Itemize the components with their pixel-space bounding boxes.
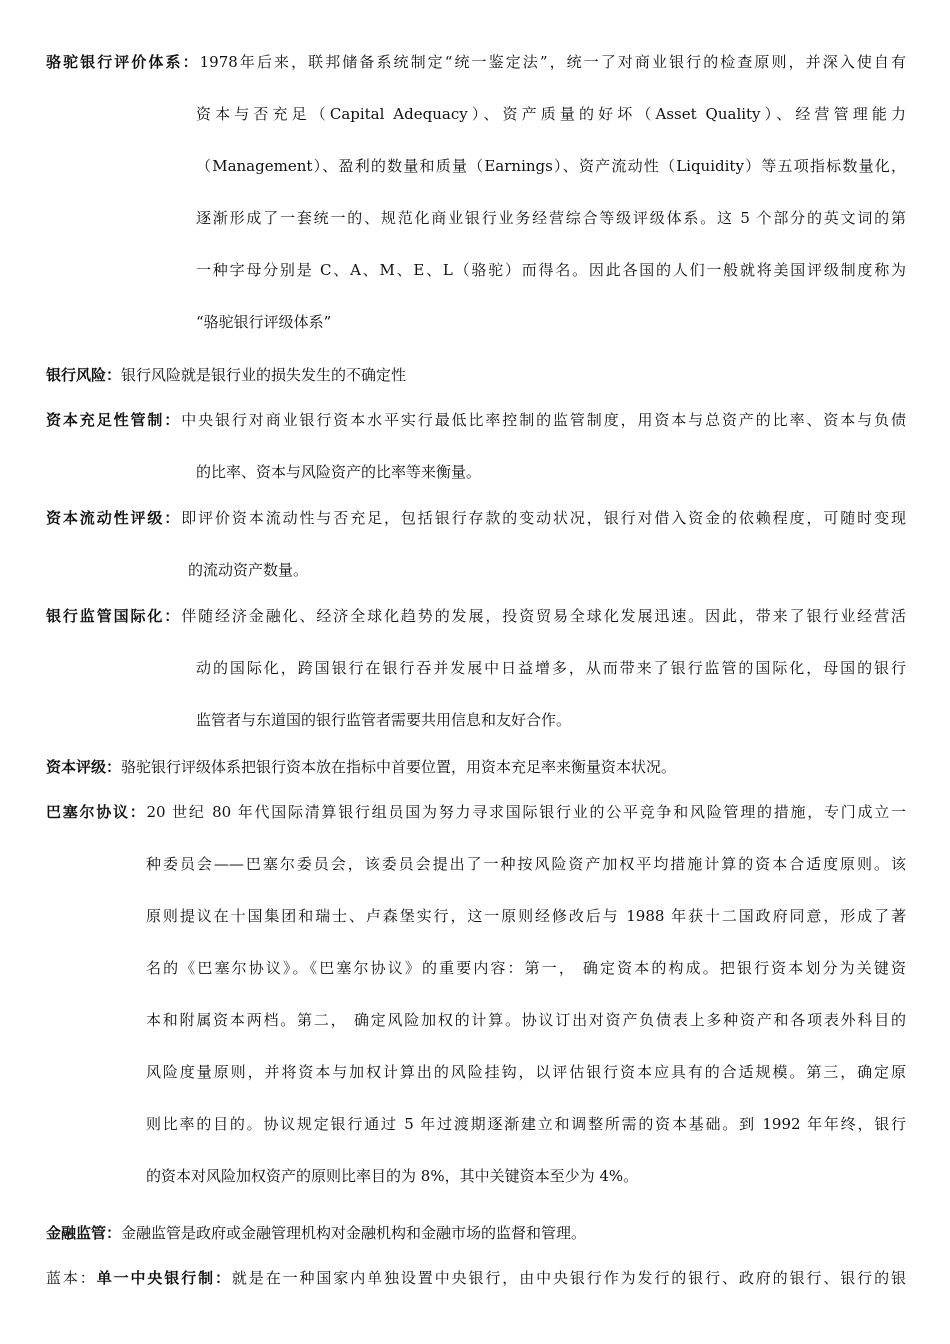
definition-text: 即评价资本流动性与否充足，包括银行存款的变动状况，银行对借入资金的依赖程度，可随时变现	[181, 509, 906, 527]
text-line: 则比率的目的。协议规定银行通过 5 年过渡期逐渐建立和调整所需的资本基础。到 1992 年年终，银行	[146, 1115, 906, 1133]
term-label: 资本流动性评级：	[46, 509, 182, 527]
term-label: 银行监管国际化：	[46, 607, 182, 625]
text-line: 原则提议在十国集团和瑞士、卢森堡实行，这一原则经修改后与 1988 年获十二国政府同意，形成了著	[146, 907, 906, 925]
text-line: 种委员会——巴塞尔委员会，该委员会提出了一种按风险资产加权平均措施计算的资本合适度原则。该	[146, 855, 906, 873]
definition-camel-rating-system	[46, 36, 906, 348]
text-line: 本和附属资本两档。第二， 确定风险加权的计算。协议订出对资产负债表上多种资产和各项表外科目的	[146, 1011, 906, 1029]
text-line: 资本与否充足（Capital Adequacy）、资产质量的好坏（Asset Quality）、经营管理能力	[196, 105, 906, 123]
text-line: 名的《巴塞尔协议》。《巴塞尔协议》的重要内容：第一， 确定资本的构成。把银行资本划分为关键资	[146, 959, 906, 977]
text-line: （Management）、盈利的数量和质量（Earnings）、资产流动性（Liquidity）等五项指标数量化，	[196, 157, 906, 175]
text-line: 的流动资产数量。	[188, 561, 309, 579]
term-label: 资本充足性管制：	[46, 411, 182, 429]
definition-text: 1978年后来，联邦储备系统制定“统一鉴定法”，统一了对商业银行的检查原则，并深入使自有	[199, 53, 906, 71]
text-line: 的比率、资本与风险资产的比率等来衡量。	[196, 463, 482, 481]
definition-text: 20 世纪 80 年代国际清算银行组员国为努力寻求国际银行业的公平竞争和风险管理的措施，专门成立一	[146, 803, 906, 821]
definition-supervision-internationalization	[46, 590, 906, 746]
definition-text: 骆驼银行评级体系把银行资本放在指标中首要位置，用资本充足率来衡量资本状况。	[121, 758, 677, 776]
text-line: 的资本对风险加权资产的原则比率目的为 8%，其中关键资本至少为 4%。	[146, 1167, 639, 1185]
term-label: 骆驼银行评价体系：	[46, 53, 200, 71]
term-label: 巴塞尔协议：	[46, 803, 147, 821]
definition-text: 伴随经济金融化、经济全球化趋势的发展，投资贸易全球化发展迅速。因此，带来了银行业经营活	[181, 607, 906, 625]
text-line: 一种字母分别是 C、A、M、E、L（骆驼）而得名。因此各国的人们一般就将美国评级制度称为	[196, 261, 906, 279]
definition-capital-liquidity-rating	[46, 492, 906, 596]
term-label: 银行风险：	[46, 366, 122, 384]
text-line	[46, 590, 906, 642]
text-line	[46, 394, 906, 446]
term-label: 资本评级：	[46, 758, 122, 776]
prefix-label: 蓝本：	[46, 1269, 97, 1287]
definition-text: 银行风险就是银行业的损失发生的不确定性	[121, 366, 407, 384]
text-line: 逐渐形成了一套统一的、规范化商业银行业务经营综合等级评级体系。这 5 个部分的英文词的第	[196, 209, 906, 227]
definition-text: 金融监管是政府或金融管理机构对金融机构和金融市场的监督和管理。	[121, 1224, 587, 1242]
text-line: 监管者与东道国的银行监管者需要共用信息和友好合作。	[196, 711, 572, 729]
text-line: 动的国际化，跨国银行在银行吞并发展中日益增多，从而带来了银行监管的国际化，母国的银行	[196, 659, 906, 677]
text-line: 风险度量原则，并将资本与加权计算出的风险挂钩，以评估银行资本应具有的合适规模。第三，确定原	[146, 1063, 906, 1081]
definition-text: 中央银行对商业银行资本水平实行最低比率控制的监管制度，用资本与总资产的比率、资本与负债	[181, 411, 906, 429]
definition-capital-adequacy-regulation	[46, 394, 906, 498]
term-label: 金融监管：	[46, 1224, 122, 1242]
text-line: “骆驼银行评级体系”	[196, 313, 332, 331]
text-line	[46, 786, 906, 838]
text-line	[46, 36, 906, 88]
definition-single-central-bank	[46, 1252, 906, 1304]
term-label: 单一中央银行制：	[96, 1269, 232, 1287]
text-line	[46, 492, 906, 544]
definition-text: 就是在一种国家内单独设置中央银行，由中央银行作为发行的银行、政府的银行、银行的银	[231, 1269, 906, 1287]
definition-basel-accord	[46, 786, 906, 1202]
text-line	[46, 1252, 906, 1304]
